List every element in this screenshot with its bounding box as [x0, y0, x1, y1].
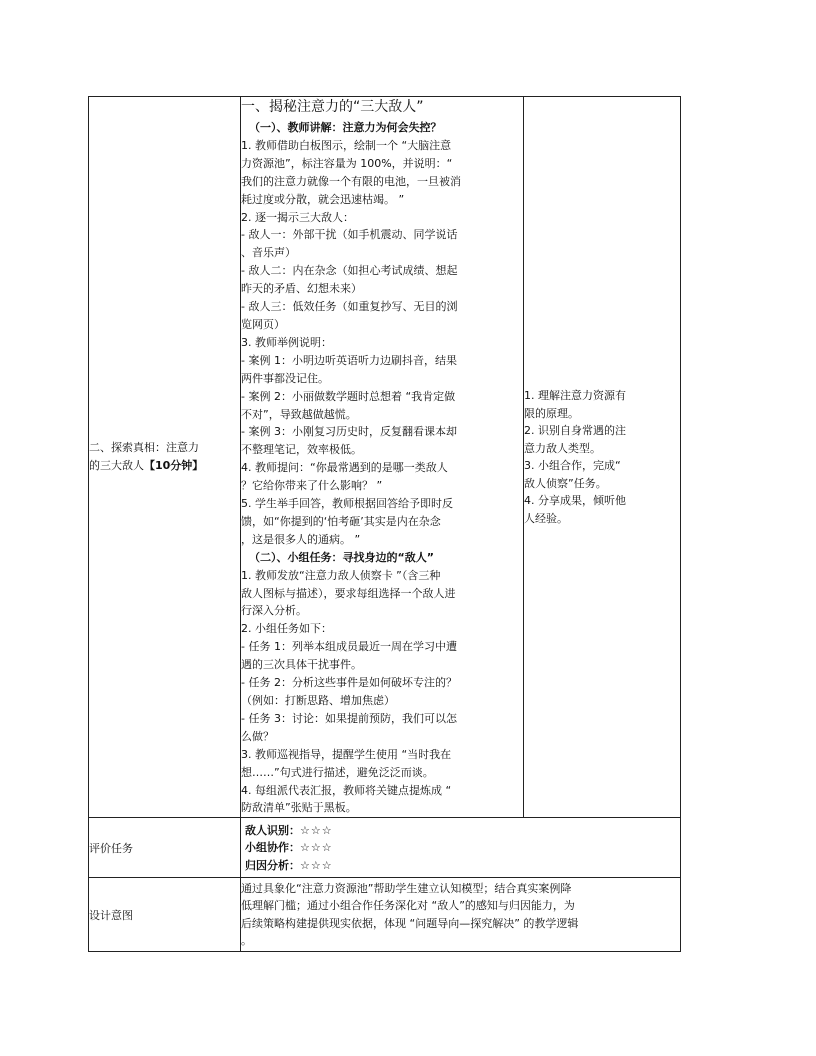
part1-line: 耗过度或分散，就会迅速枯竭。 ” — [241, 192, 405, 206]
evaluation-item — [241, 857, 680, 875]
part1-line: - 案例 3：小刚复习历史时，反复翻看课本却 — [241, 425, 457, 439]
part1-line: ？它给你带来了什么影响？ ” — [241, 479, 383, 493]
goal-line: 限的原理。 — [524, 406, 579, 420]
goal-line: 人经验。 — [524, 511, 568, 525]
part2-line: 么做？ — [241, 729, 274, 743]
goals-cell — [524, 97, 681, 818]
content-heading: 一、揭秘注意力的“三大敌人” — [241, 99, 424, 115]
part1-line: - 敌人三：低效任务（如重复抄写、无目的浏 — [241, 300, 458, 314]
goal-line: 意力敌人类型。 — [524, 441, 601, 455]
goal-line: 1. 理解注意力资源有 — [524, 389, 626, 403]
section-label-line1: 二、探索真相：注意力 — [89, 441, 199, 455]
part2-line: - 任务 1：列举本组成员最近一周在学习中遭 — [241, 640, 457, 654]
star-rating: ☆☆☆ — [300, 841, 333, 855]
part2-line: - 任务 3：讨论：如果提前预防，我们可以怎 — [241, 711, 457, 725]
part1-line: 1. 教师借助白板图示，绘制一个 “大脑注意 — [241, 138, 452, 152]
explore-row — [89, 97, 681, 818]
part1-line: 3. 教师举例说明： — [241, 335, 332, 349]
part1-line: 4. 教师提问：“你最常遇到的是哪一类敌人 — [241, 461, 448, 475]
evaluation-item — [241, 839, 680, 857]
part1-line: - 敌人二：内在杂念（如担心考试成绩、想起 — [241, 264, 458, 278]
activity-content-cell — [241, 97, 524, 818]
design-text-cell — [241, 878, 681, 952]
design-line: 。 — [241, 934, 252, 948]
part1-line: - 案例 1：小明边听英语听力边刷抖音，结果 — [241, 353, 457, 367]
part2-line: 敌人图标与描述），要求每组选择一个敌人进 — [241, 586, 456, 600]
part1-line: 馈，如“你提到的‘怕考砸’其实是内在杂念 — [241, 514, 441, 528]
part2-title: （二）、小组任务：寻找身边的“敌人” — [249, 550, 434, 564]
part2-line: 遇的三次具体干扰事件。 — [241, 658, 362, 672]
evaluation-row — [89, 818, 681, 878]
design-line: 低理解门槛；通过小组合作任务深化对 “敌人”的感知与归因能力，为 — [241, 899, 575, 913]
evaluation-cell — [241, 818, 681, 878]
goals-list — [524, 387, 680, 527]
part2-line: - 任务 2：分析这些事件是如何破坏专注的？ — [241, 676, 457, 690]
section-time: 【10分钟】 — [144, 459, 204, 473]
part1-line: 5. 学生举手回答，教师根据回答给予即时反 — [241, 497, 453, 511]
part1-line: 2. 逐一揭示三大敌人： — [241, 210, 354, 224]
part1-line: 昨天的矛盾、幻想未来） — [241, 282, 362, 296]
evaluation-item-name: 敌人识别： — [245, 823, 300, 837]
evaluation-item-name: 归因分析： — [245, 858, 300, 872]
part1-body — [241, 137, 523, 549]
part1-line: - 案例 2：小丽做数学题时总想着 “我肯定做 — [241, 389, 456, 403]
evaluation-item-name: 小组协作： — [245, 841, 300, 855]
part2-line: （例如：打断思路、增加焦虑） — [241, 694, 395, 707]
design-label: 设计意图 — [89, 878, 241, 952]
evaluation-items — [241, 822, 680, 875]
goal-line: 4. 分享成果，倾听他 — [524, 494, 626, 508]
part1-line: - 敌人一：外部干扰（如手机震动、同学说话 — [241, 228, 458, 242]
goal-line: 敌人侦察”任务。 — [524, 476, 607, 490]
part1-line: 览网页） — [241, 317, 285, 331]
part1-line: 我们的注意力就像一个有限的电池，一旦被消 — [241, 174, 461, 188]
part1-line: 、音乐声） — [241, 246, 296, 260]
part2-line: 1. 教师发放“注意力敌人侦察卡 ”（含三种 — [241, 568, 441, 582]
design-line: 后续策略构建提供现实依据，体现 “问题导向—探究解决” 的教学逻辑 — [241, 916, 579, 930]
goal-line: 3. 小组合作，完成“ — [524, 459, 621, 473]
design-row — [89, 878, 681, 952]
evaluation-item — [241, 822, 680, 840]
part2-body — [241, 567, 523, 818]
part2-line: 3. 教师巡视指导，提醒学生使用 “当时我在 — [241, 747, 452, 761]
star-rating: ☆☆☆ — [300, 823, 333, 837]
part1-line: 不整理笔记，效率极低。 — [241, 443, 362, 457]
part2-line: 想……”句式进行描述，避免泛泛而谈。 — [241, 765, 434, 779]
goal-line: 2. 识别自身常遇的注 — [524, 424, 626, 438]
lesson-plan-table — [88, 96, 681, 952]
evaluation-label: 评价任务 — [89, 818, 241, 878]
part1-title: （一）、教师讲解：注意力为何会失控？ — [249, 121, 442, 134]
part1-line: 两件事都没记住。 — [241, 371, 329, 385]
part2-line: 防敌清单”张贴于黑板。 — [241, 801, 357, 815]
part2-line: 行深入分析。 — [241, 604, 307, 618]
part2-line: 4. 每组派代表汇报，教师将关键点提炼成 “ — [241, 783, 452, 797]
part2-line: 2. 小组任务如下： — [241, 622, 332, 636]
section-label-cell — [89, 97, 241, 818]
design-text — [241, 880, 680, 950]
part1-line: ，这是很多人的通病。 ” — [241, 532, 361, 546]
part1-line: 不对”，导致越做越慌。 — [241, 407, 357, 421]
section-label-prefix: 的三大敌人 — [89, 459, 144, 473]
star-rating: ☆☆☆ — [300, 858, 333, 872]
part1-line: 力资源池”，标注容量为 100%，并说明：“ — [241, 156, 453, 170]
section-label-line2 — [89, 457, 240, 475]
design-line: 通过具象化“注意力资源池”帮助学生建立认知模型；结合真实案例降 — [241, 881, 572, 895]
